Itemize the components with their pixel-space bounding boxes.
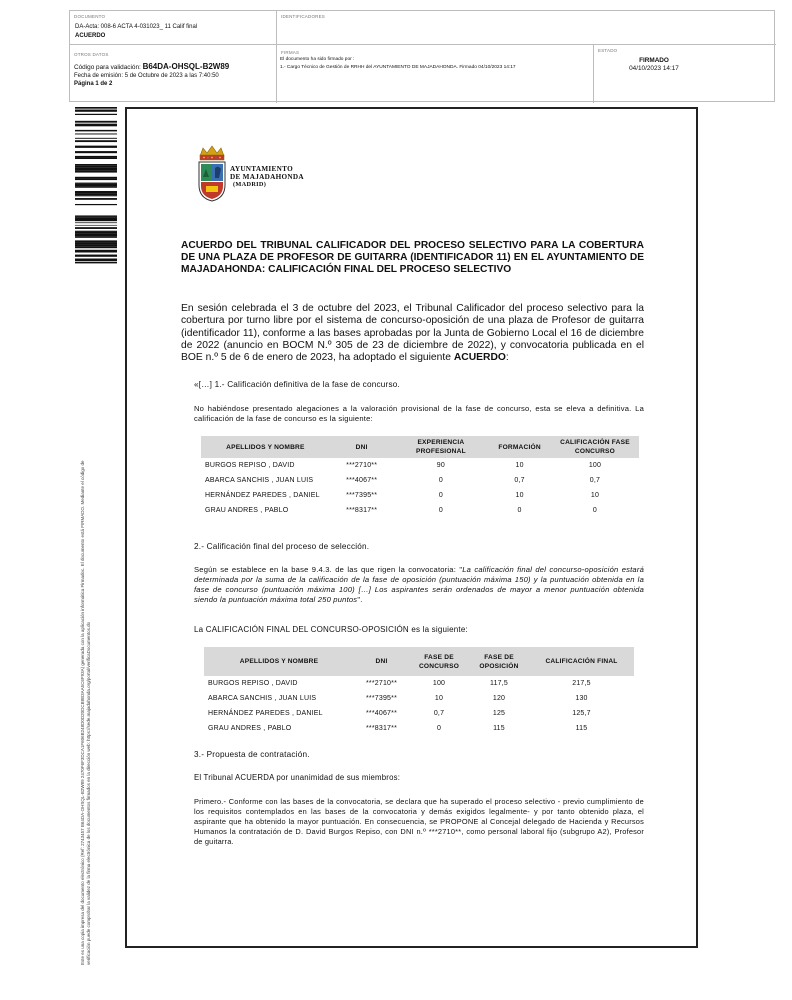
table-calificacion-final xyxy=(204,647,634,736)
table1-header-calificacion: CALIFICACIÓN FASE CONCURSO xyxy=(551,436,639,458)
barcode-bar xyxy=(75,111,117,112)
table-cell: 0 xyxy=(592,507,598,514)
table-cell: HERNÁNDEZ PAREDES , DANIEL xyxy=(208,710,323,717)
table-cell: 100 xyxy=(588,462,602,469)
table-cell: BURGOS REPISO , DAVID xyxy=(205,462,295,469)
barcode-bar xyxy=(75,146,117,148)
intro-text: En sesión celebrada el 3 de octubre del 2023, el Tribunal Calificador del proceso selectivo para la cobertura por turno libre por el sistema de concurso-oposición de una plaza de Profesor de guitarra (identificador 11), conforme a las bases aprobadas por la Junta de Gobierno Local el 16 de diciembre de 2022 (anuncio en BOCM N.º 305 de 23 de diciembre de 2022), y convocatoria publicada en el BOE n.º 5 de 6 de enero de 2023, ha adoptado el siguiente xyxy=(181,303,644,364)
barcode-bar xyxy=(75,215,117,216)
table-cell: ***8317** xyxy=(366,725,397,732)
barcode-bar xyxy=(75,250,117,253)
barcode-bar xyxy=(75,185,117,187)
table2-header-oposicion: FASE DE OPOSICIÓN xyxy=(469,647,529,676)
documento-line1: DA-Acta: 008-6 ACTA 4-031023_ 11 Calif final xyxy=(75,24,198,30)
table1-header-row xyxy=(201,436,639,458)
section1-paragraph: No habiéndose presentado alegaciones a la valoración provisional de la fase de concurso, esta se eleva a definitiva. La calificación de la fase de concurso es la siguiente: xyxy=(194,404,644,423)
table-cell: 0 xyxy=(438,507,443,514)
section1-heading: «[…] 1.- Calificación definitiva de la fase de concurso. xyxy=(194,380,400,389)
barcode-bar xyxy=(75,170,117,172)
table-cell: 0 xyxy=(517,507,522,514)
table-cell: ***2710** xyxy=(346,462,378,469)
barcode-bar xyxy=(75,187,117,188)
intro-bold: ACUERDO xyxy=(453,352,506,364)
side-text-line1: Este es una copia impresa del documento electrónico (Ref: 2743457 B64DA-OHSQL-B2W89 2470F6F3DCA1F606B248D0D20DCB8B3AA5C6F93A) generada con la aplicación informática Firmadoc. El documento está FIRMADO. Mediante el código de xyxy=(80,460,85,965)
emission-date: Fecha de emisión: 5 de Octubre de 2023 a las 7:40:50 xyxy=(74,73,219,79)
table-cell: GRAU ANDRES , PABLO xyxy=(205,507,289,514)
documento-line2: ACUERDO xyxy=(75,33,106,39)
table-row xyxy=(201,458,639,473)
municipality-name xyxy=(230,165,304,189)
table-cell: ABARCA SANCHIS , JUAN LUIS xyxy=(208,695,317,702)
table-cell: 90 xyxy=(436,462,445,469)
table-cell: ABARCA SANCHIS , JUAN LUIS xyxy=(205,477,314,484)
table1-header-nombre: APELLIDOS Y NOMBRE xyxy=(201,436,330,458)
barcode-bar xyxy=(75,183,117,185)
intro-end: : xyxy=(505,352,509,364)
barcode-bar xyxy=(75,157,117,159)
barcode-bar xyxy=(75,177,117,179)
barcode-bar xyxy=(75,138,117,139)
barcode-bar xyxy=(75,193,117,195)
barcode-bar xyxy=(75,227,117,229)
document-header xyxy=(69,10,775,102)
table-cell: BURGOS REPISO , DAVID xyxy=(208,680,298,687)
barcode-bar xyxy=(75,259,117,262)
barcode-bar xyxy=(75,191,117,193)
table-row xyxy=(201,488,639,503)
table2-header-row xyxy=(204,647,634,676)
table-row xyxy=(201,473,639,488)
section3-heading: 3.- Propuesta de contratación. xyxy=(194,750,310,759)
table-row xyxy=(201,503,639,518)
firmas-line2: 1.- Cargo Técnico de Gestión de RRHH del AYUNTAMIENTO DE MAJADAHONDA. Firmado 04/10/2023 14:17 xyxy=(280,65,516,70)
barcode-bar xyxy=(75,124,117,127)
barcode-bar xyxy=(75,218,117,219)
barcode-bar xyxy=(75,255,117,257)
barcode-bar xyxy=(75,195,117,196)
table-cell: ***8317** xyxy=(346,507,378,514)
barcode-bar xyxy=(75,168,117,171)
barcode-bar xyxy=(75,234,117,237)
barcode-bar xyxy=(75,110,117,112)
table-cell: 0,7 xyxy=(589,477,601,484)
barcode-bar xyxy=(75,179,117,180)
table2-header-dni: DNI xyxy=(354,647,409,676)
table-cell: ***7395** xyxy=(366,695,397,702)
barcode-bar xyxy=(75,225,117,226)
table-cell: 0 xyxy=(438,477,443,484)
barcode-bar xyxy=(75,114,117,115)
table-row xyxy=(204,721,634,736)
barcode-bar xyxy=(75,133,117,134)
barcode-bar xyxy=(75,183,117,184)
table-cell: 115 xyxy=(575,725,588,732)
table-cell: 125 xyxy=(492,710,506,717)
section2-text-a: Según se establece en la base 9.4.3. de las que rigen la convocatoria: " xyxy=(194,565,463,574)
barcode-bar xyxy=(75,165,117,167)
coat-of-arms-icon xyxy=(195,145,229,203)
table-cell: 100 xyxy=(432,680,446,687)
table-fase-concurso xyxy=(201,436,639,518)
section2-paragraph xyxy=(194,565,644,605)
table-cell: GRAU ANDRES , PABLO xyxy=(208,725,292,732)
documento-cell xyxy=(70,11,277,45)
barcode-bar xyxy=(75,240,117,242)
documento-label: DOCUMENTO xyxy=(74,14,106,19)
barcode-bar xyxy=(75,121,117,123)
table-cell: ***2710** xyxy=(366,680,397,687)
page-count: Página 1 de 2 xyxy=(74,81,113,87)
table-row xyxy=(204,706,634,721)
firmas-label: FIRMAS xyxy=(281,50,300,55)
side-validation-text xyxy=(80,460,92,965)
table-cell: 0 xyxy=(438,492,443,499)
table-cell: 125,7 xyxy=(572,710,591,717)
barcode-bar xyxy=(75,219,117,221)
estado-cell xyxy=(594,45,776,103)
section2-quote: La calificación final del concurso-oposición estará determinada por la suma de la calificación de la fase de oposición (puntuación máxima 150) y la puntuación obtenida en la fase de concurso (puntuación máxima 100) […] Los aspirantes serán ordenados de mayor a menor puntuación obtenida siendo la puntuación máxima total 250 puntos xyxy=(194,565,644,604)
barcode-bar xyxy=(75,246,117,248)
validation-code[interactable]: B64DA-OHSQL-B2W89 xyxy=(142,62,230,71)
table-cell: ***4067** xyxy=(346,477,378,484)
otros-datos-label: OTROS DATOS xyxy=(74,52,109,57)
table-cell: HERNÁNDEZ PAREDES , DANIEL xyxy=(205,492,320,499)
barcode-bar xyxy=(75,262,117,264)
table-cell: 10 xyxy=(590,492,600,499)
estado-date: 04/10/2023 14:17 xyxy=(629,65,679,72)
table2-header-nombre: APELLIDOS Y NOMBRE xyxy=(204,647,354,676)
barcode-bar xyxy=(75,242,117,244)
table-row xyxy=(204,691,634,706)
table-row xyxy=(204,676,634,691)
table2-header-final: CALIFICACIÓN FINAL xyxy=(529,647,634,676)
barcode-bar xyxy=(75,130,117,132)
barcode-bar xyxy=(75,236,117,238)
table-cell: 130 xyxy=(575,695,588,702)
barcode-bar xyxy=(75,151,117,153)
table-cell: 10 xyxy=(515,492,524,499)
barcode-bar xyxy=(75,140,117,141)
table1-header-formacion: FORMACIÓN xyxy=(488,436,551,458)
intro-paragraph xyxy=(181,303,644,364)
estado-value: FIRMADO xyxy=(639,57,669,64)
validation-code-line xyxy=(74,62,229,71)
barcode-bar xyxy=(75,204,117,205)
table-cell: 10 xyxy=(434,695,444,702)
barcode-bar xyxy=(75,141,117,142)
firmas-cell xyxy=(277,45,594,103)
barcode-bar xyxy=(75,231,117,232)
table-cell: 117,5 xyxy=(490,680,508,687)
section2-text-b: ". xyxy=(357,595,363,604)
table-cell: 115 xyxy=(493,725,505,732)
barcode-bar xyxy=(75,164,117,165)
logo-line3: (MADRID) xyxy=(233,181,267,188)
firmas-line1: El documento ha sido firmado por : xyxy=(280,57,355,62)
barcode-bar xyxy=(75,222,117,223)
identificadores-label: IDENTIFICADORES xyxy=(281,14,326,19)
section2-table-intro: La CALIFICACIÓN FINAL DEL CONCURSO-OPOSICIÓN es la siguiente: xyxy=(194,625,468,634)
identificadores-cell xyxy=(277,11,776,45)
barcode-bar xyxy=(75,244,117,246)
table-cell: 217,5 xyxy=(572,680,591,687)
section2-heading: 2.- Calificación final del proceso de selección. xyxy=(194,542,370,551)
document-title: ACUERDO DEL TRIBUNAL CALIFICADOR DEL PROCESO SELECTIVO PARA LA COBERTURA DE UNA PLAZA DE PROFESOR DE GUITARRA (IDENTIFICADOR 11) EN EL AYUNTAMIENTO DE MAJADAHONDA: CALIFICACIÓN FINAL DEL PROCESO SELECTIVO xyxy=(181,240,644,275)
section3-paragraph2: Primero.- Conforme con las bases de la convocatoria, se declara que ha superado el proceso selectivo - previo cumplimiento de los requisitos contemplados en las bases de la convocatoria y demás exigidos legalmente- y por tanto obtenido plaza, el aspirante que ha obtenido la mayor puntuación. En consecuencia, se PROPONE al Concejal delegado de Hacienda y Recursos Humanos la contratación de D. David Burgos Repiso, con DNI n.º ***2710**, como personal laboral fijo (subgrupo A2), Profesor de guitarra. xyxy=(194,797,644,846)
table2-header-concurso: FASE DE CONCURSO xyxy=(409,647,469,676)
table-cell: 0,7 xyxy=(514,477,525,484)
table-cell: ***4067** xyxy=(366,710,397,717)
section3-paragraph1: El Tribunal ACUERDA por unanimidad de sus miembros: xyxy=(194,773,401,782)
side-text-line2: verificación puede comprobar la validez de la firma electrónica de los documentos firmados en la dirección web: https://sede.majadahonda.org/portal/verificaDocumentos.do xyxy=(86,621,91,965)
table-cell: ***7395** xyxy=(346,492,378,499)
table-cell: 0 xyxy=(436,725,442,732)
barcode xyxy=(75,107,117,267)
table-cell: 0,7 xyxy=(433,710,445,717)
estado-label: ESTADO xyxy=(598,48,618,53)
table1-header-dni: DNI xyxy=(330,436,394,458)
logo-line1: AYUNTAMIENTO xyxy=(230,165,293,173)
barcode-bar xyxy=(75,198,117,200)
otros-datos-cell xyxy=(70,45,277,103)
table1-header-experiencia: EXPERIENCIA PROFESIONAL xyxy=(394,436,489,458)
barcode-bar xyxy=(75,232,117,234)
table-cell: 120 xyxy=(492,695,506,702)
barcode-bar xyxy=(75,216,117,218)
codigo-prefix: Código para validación: xyxy=(74,64,141,71)
barcode-bar xyxy=(75,107,117,109)
table-cell: 10 xyxy=(515,462,524,469)
logo-line2: DE MAJADAHONDA xyxy=(230,173,304,181)
barcode-bar xyxy=(75,156,117,158)
